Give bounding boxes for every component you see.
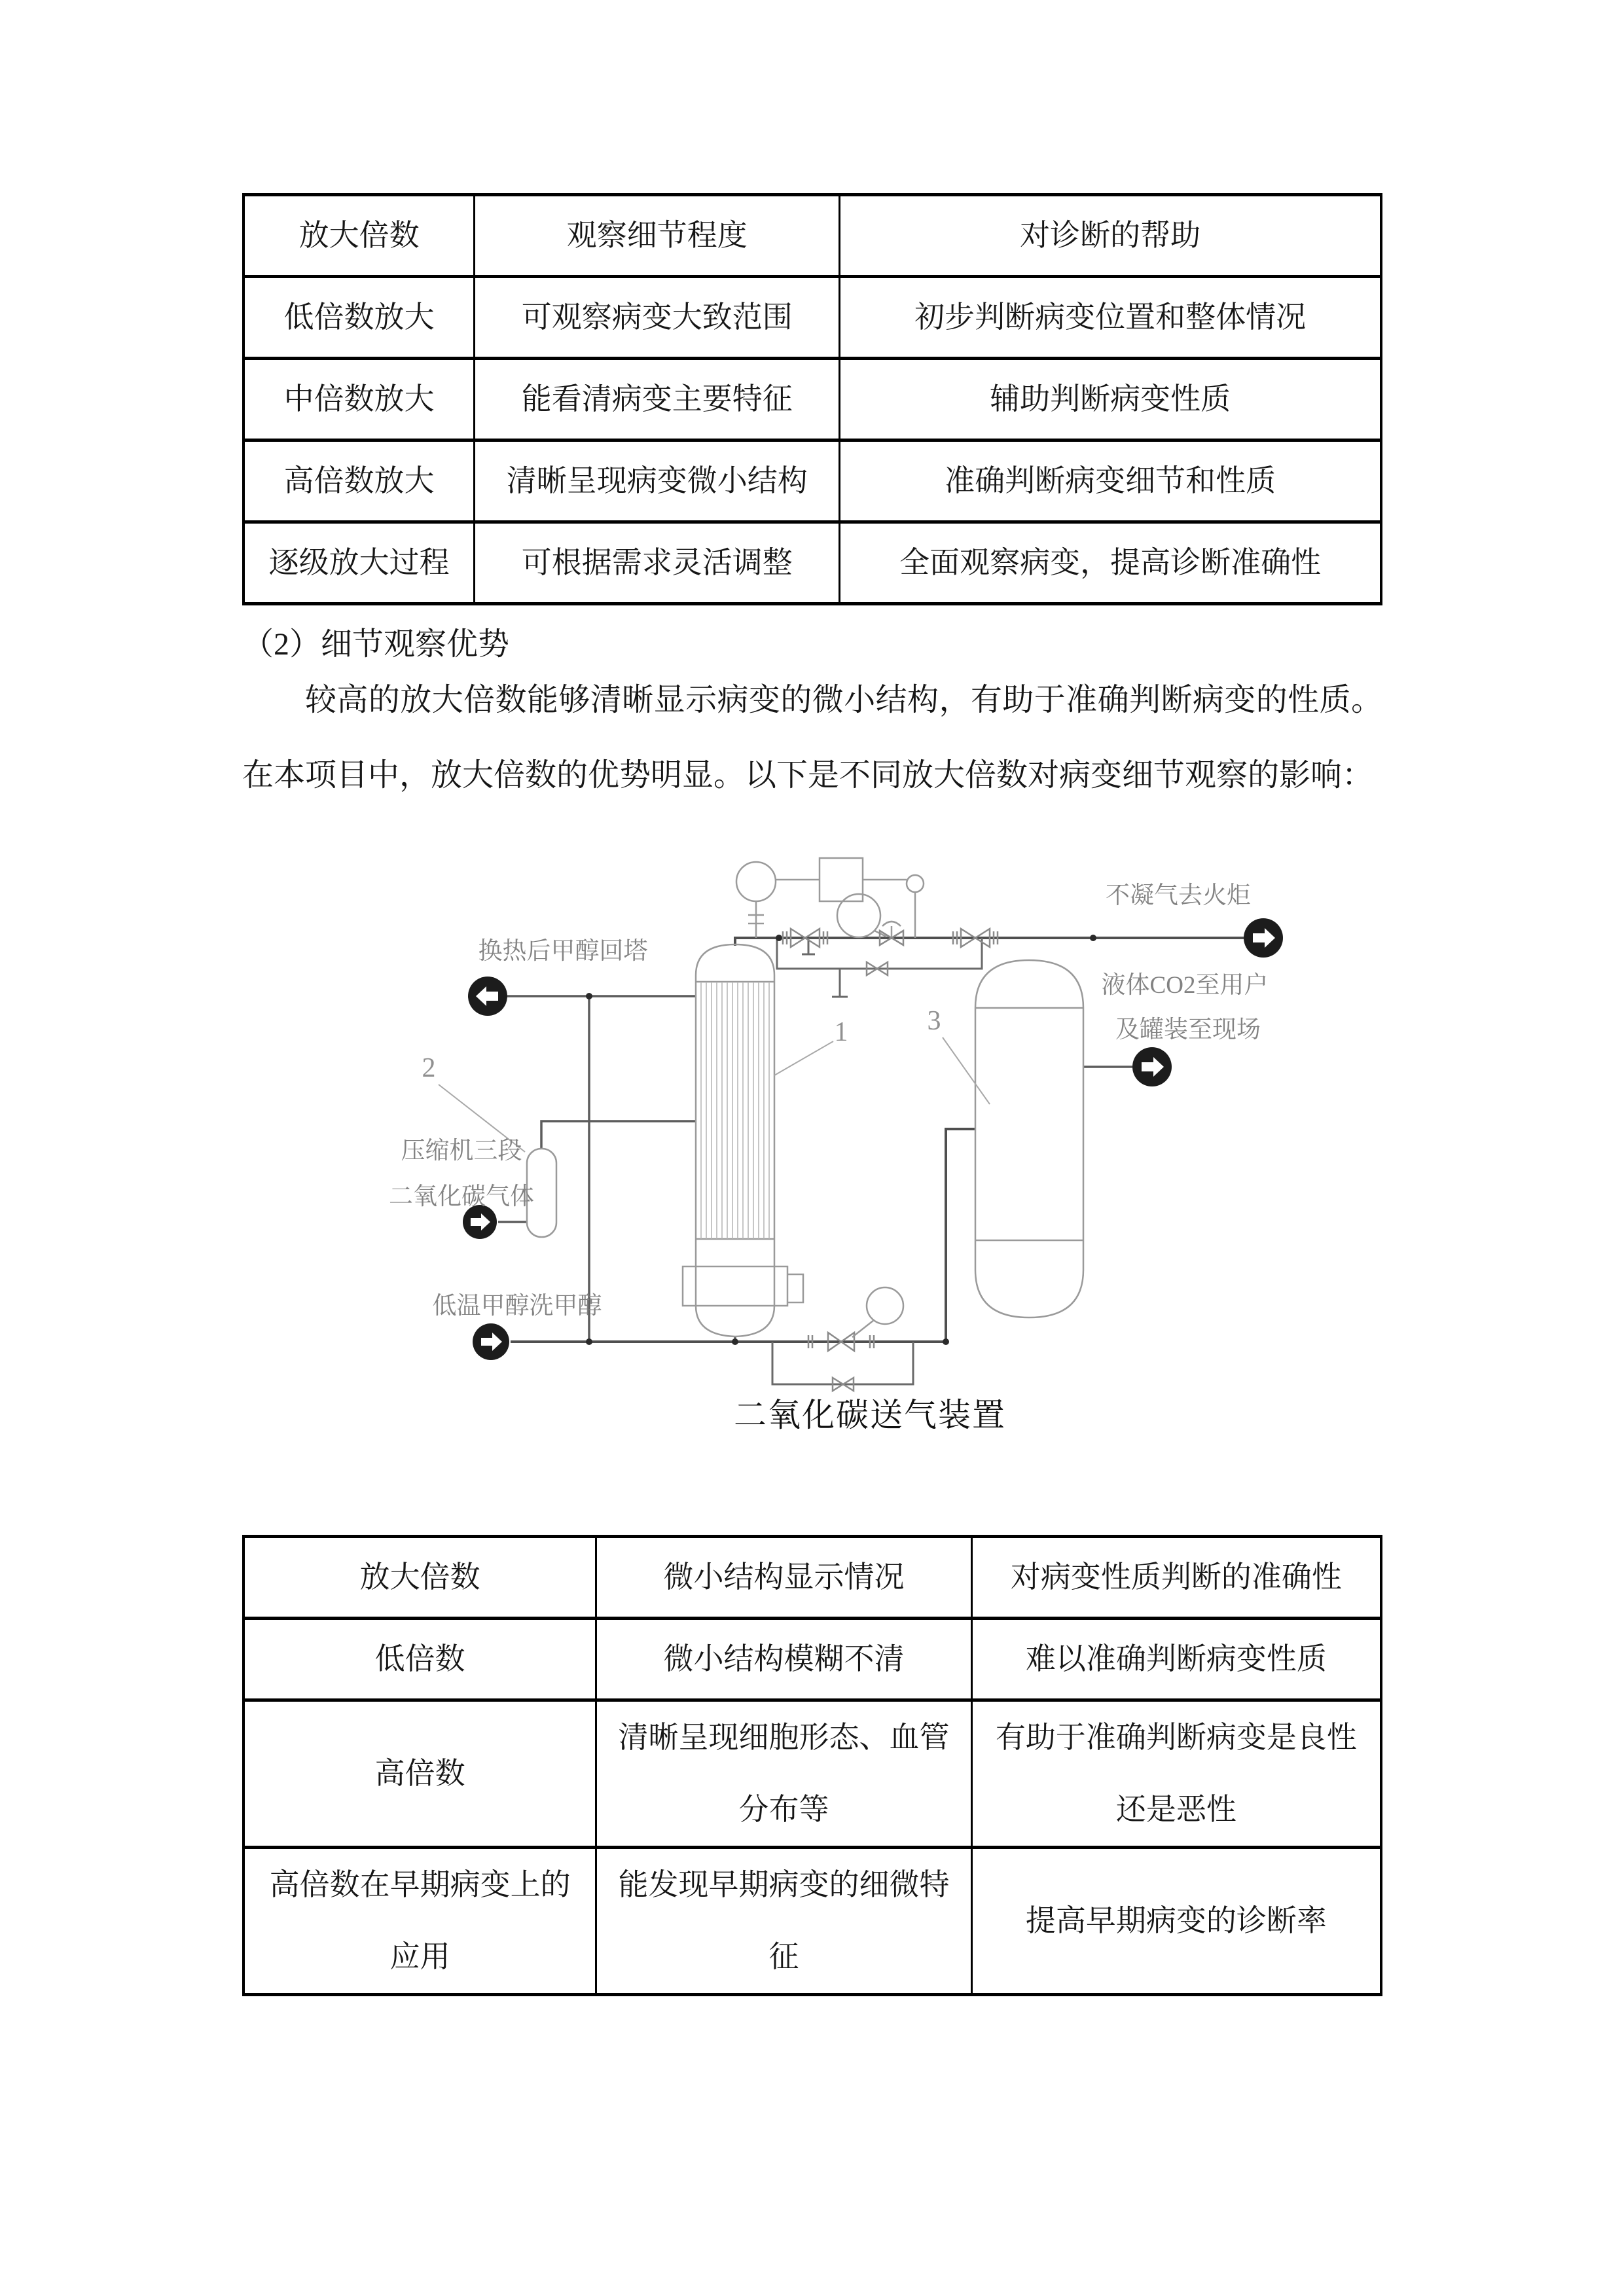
- table-cell: 有助于准确判断病变是良性还是恶性: [971, 1700, 1381, 1848]
- pressure-gauge-icon: [736, 862, 776, 901]
- flow-arrow-right-icon: [1244, 918, 1283, 958]
- table-cell: 辅助判断病变性质: [840, 359, 1381, 440]
- table-cell: 提高早期病变的诊断率: [971, 1848, 1381, 1995]
- table-row: [244, 1848, 1381, 1995]
- table-cell: 难以准确判断病变性质: [971, 1619, 1381, 1700]
- table-row: [244, 1700, 1381, 1848]
- flow-arrow-right-icon: [1132, 1047, 1172, 1086]
- level-controller-icon: [867, 1287, 903, 1324]
- equipment-number-1: 1: [834, 1017, 848, 1047]
- small-instrument-icon: [907, 875, 924, 892]
- table-cell: 准确判断病变细节和性质: [840, 440, 1381, 522]
- valves: [783, 929, 998, 1391]
- instrument-cluster: [736, 858, 924, 938]
- table-cell: 能发现早期病变的细微特征: [596, 1848, 972, 1995]
- label-methanol-wash: 低温甲醇洗甲醇: [432, 1293, 602, 1319]
- table-cell: 逐级放大过程: [244, 522, 475, 604]
- body-paragraph: 较高的放大倍数能够清晰显示病变的微小结构，有助于准确判断病变的性质。在本项目中，放大倍数的优势明显。以下是不同放大倍数对病变细节观察的影响：: [242, 683, 1382, 793]
- table-row: [244, 277, 1381, 359]
- table-cell: 全面观察病变，提高诊断准确性: [840, 522, 1381, 604]
- table-row: [244, 522, 1381, 604]
- flow-arrow-right-icon: [473, 1323, 509, 1360]
- table-cell: 可观察病变大致范围: [475, 277, 840, 359]
- table-row: [244, 440, 1381, 522]
- label-co2-to-users: 液体CO2至用户: [1101, 972, 1269, 999]
- header-cell: 对病变性质判断的准确性: [971, 1537, 1381, 1619]
- table-cell: 低倍数放大: [244, 277, 475, 359]
- header-cell: 微小结构显示情况: [596, 1537, 972, 1619]
- table-header-row: [244, 1537, 1381, 1619]
- table-cell: 高倍数在早期病变上的应用: [244, 1848, 596, 1995]
- table-cell: 中倍数放大: [244, 359, 475, 440]
- label-co2-canning: 及罐装至现场: [1115, 1016, 1261, 1043]
- table-row: [244, 359, 1381, 440]
- co2-process-flow-diagram: [321, 848, 1316, 1397]
- header-cell: 对诊断的帮助: [840, 195, 1381, 277]
- equipment-number-3: 3: [927, 1006, 941, 1036]
- bypass-loops: [772, 938, 982, 1384]
- magnification-diagnosis-table: [242, 193, 1382, 605]
- label-flare-gas: 不凝气去火炬: [1106, 882, 1251, 909]
- figure-caption: 二氧化碳送气装置: [734, 1397, 1006, 1433]
- bottom-actuator: [852, 1287, 903, 1337]
- table-row: [244, 1619, 1381, 1700]
- leader-lines: [439, 1037, 990, 1152]
- label-compressor-stage: 压缩机三段: [401, 1138, 522, 1164]
- label-co2-gas: 二氧化碳气体: [389, 1183, 534, 1210]
- table-cell: 可根据需求灵活调整: [475, 522, 840, 604]
- header-cell: 观察细节程度: [475, 195, 840, 277]
- table-cell: 初步判断病变位置和整体情况: [840, 277, 1381, 359]
- co2-storage-vessel: [975, 960, 1083, 1318]
- table-cell: 能看清病变主要特征: [475, 359, 840, 440]
- flow-arrow-left-icon: [468, 977, 507, 1016]
- microstructure-accuracy-table: [242, 1535, 1382, 1996]
- table-cell: 微小结构模糊不清: [596, 1619, 972, 1700]
- secondary-pipes: [498, 996, 1132, 1342]
- tube-bundle-hatching: [701, 982, 769, 1239]
- header-cell: 放大倍数: [244, 1537, 596, 1619]
- table-cell: 清晰呈现病变微小结构: [475, 440, 840, 522]
- table-cell: 高倍数: [244, 1700, 596, 1848]
- table-cell: 高倍数放大: [244, 440, 475, 522]
- table-header-row: [244, 195, 1381, 277]
- equipment-number-2: 2: [422, 1053, 436, 1083]
- table-cell: 低倍数: [244, 1619, 596, 1700]
- section-heading: （2）细节观察优势: [242, 627, 510, 662]
- table-cell: 清晰呈现细胞形态、血管分布等: [596, 1700, 972, 1848]
- header-cell: 放大倍数: [244, 195, 475, 277]
- label-methanol-return: 换热后甲醇回塔: [478, 938, 648, 965]
